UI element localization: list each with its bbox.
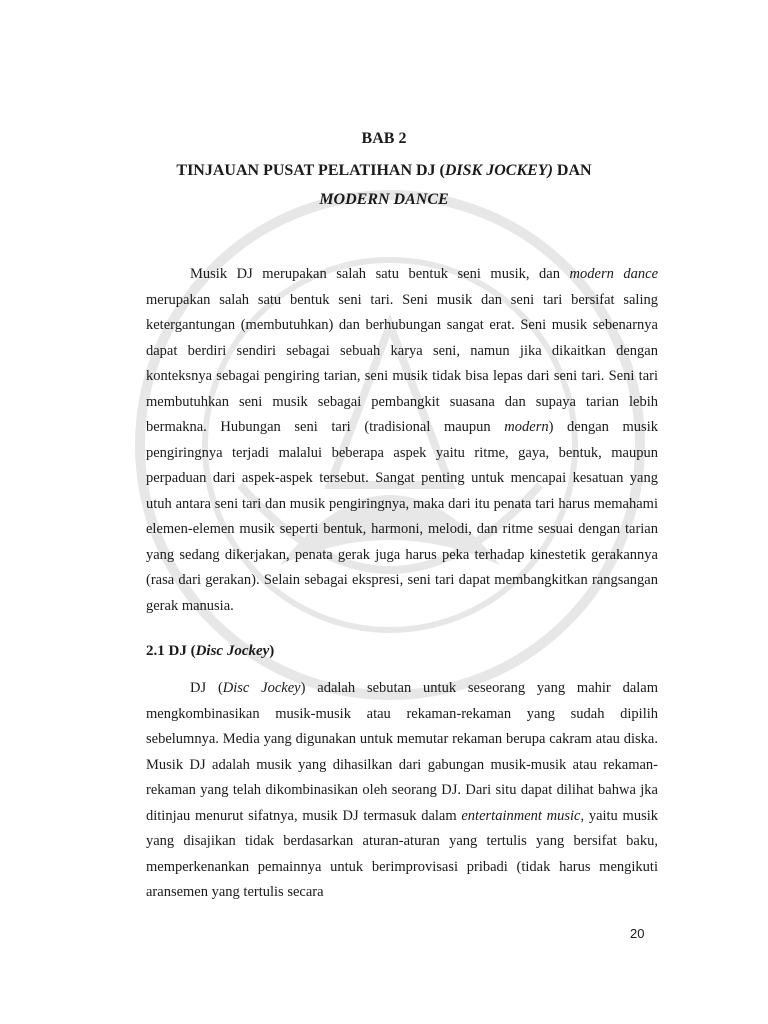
section-heading-italic: Disc Jockey [195, 643, 270, 659]
intro-italic-1: modern dance [569, 266, 659, 282]
chapter-title-line2 [0, 191, 768, 209]
chapter-label: BAB 2 [361, 130, 407, 147]
dj-italic-2: entertainment music [461, 807, 581, 824]
dj-paragraph [146, 676, 658, 906]
chapter-title-prefix: TINJAUAN PUSAT PELATIHAN DJ ( [176, 162, 445, 179]
intro-italic-2: modern [504, 419, 549, 435]
section-heading-prefix: 2.1 DJ ( [146, 643, 196, 659]
chapter-title-line2-text: MODERN DANCE [319, 191, 449, 208]
chapter-title-italic: DISK JOCKEY) [444, 162, 553, 179]
chapter-title-suffix: DAN [552, 162, 592, 179]
dj-text-1: DJ ( [190, 680, 223, 696]
section-heading-suffix: ) [269, 643, 275, 659]
chapter-title [0, 162, 768, 180]
intro-text-2: merupakan salah satu bentuk seni tari. Seni musik dan seni tari bersifat saling ketergantungan (membutuhkan) dan berhubungan sangat erat. Seni musik sebenarnya dapat berdiri sendiri sebagai sebuah karya seni, namun jika dikaitkan dengan konteksnya sebagai pengiring tarian, seni musik tidak bisa lepas dari seni tari. Seni tari membutuhkan seni musik sebagai pembangkit suasana dan supaya tarian lebih bermakna. Hubungan seni tari (tradisional maupun [146, 291, 658, 435]
intro-paragraph [146, 262, 658, 619]
intro-text-1: Musik DJ merupakan salah satu bentuk seni musik, dan [190, 266, 570, 282]
intro-text-3: ) dengan musik pengiringnya terjadi malalui beberapa aspek yaitu ritme, gaya, bentuk, maupun perpaduan dari aspek-aspek tersebut. Sangat penting untuk mencapai kesatuan yang utuh antara seni tari dan musik pengiringnya, maka dari itu penata tari harus memahami elemen-elemen musik seperti bentuk, harmoni, melodi, dan ritme sesuai dengan tarian yang sedang dikerjakan, penata gerak juga harus peka terhadap kinestetik gerakannya (rasa dari gerakan). Selain sebagai ekspresi, seni tari dapat membangkitkan rangsangan gerak manusia. [146, 419, 658, 614]
dj-text-3: , yaitu musik yang disajikan tidak berdasarkan aturan-aturan yang tertulis yang bersifat baku, memperkenankan pemainnya untuk berimprovisasi pribadi (tidak harus mengikuti aransemen yang tertulis secara [146, 807, 658, 900]
dj-text-2: ) adalah sebutan untuk seseorang yang mahir dalam mengkombinasikan musik-musik atau rekaman-rekaman yang sudah dipilih sebelumnya. Media yang digunakan untuk memutar rekaman berupa cakram atau diska. Musik DJ adalah musik yang dihasilkan dari gabungan musik-musik atau rekaman-rekaman yang telah dikombinasikan oleh seorang DJ. Dari situ dapat dilihat bahwa jka ditinjau menurut sifatnya, musik DJ termasuk dalam [146, 680, 659, 824]
section-heading [146, 643, 274, 660]
dj-italic-1: Disc Jockey [222, 680, 301, 696]
page-number: 20 [630, 926, 645, 941]
